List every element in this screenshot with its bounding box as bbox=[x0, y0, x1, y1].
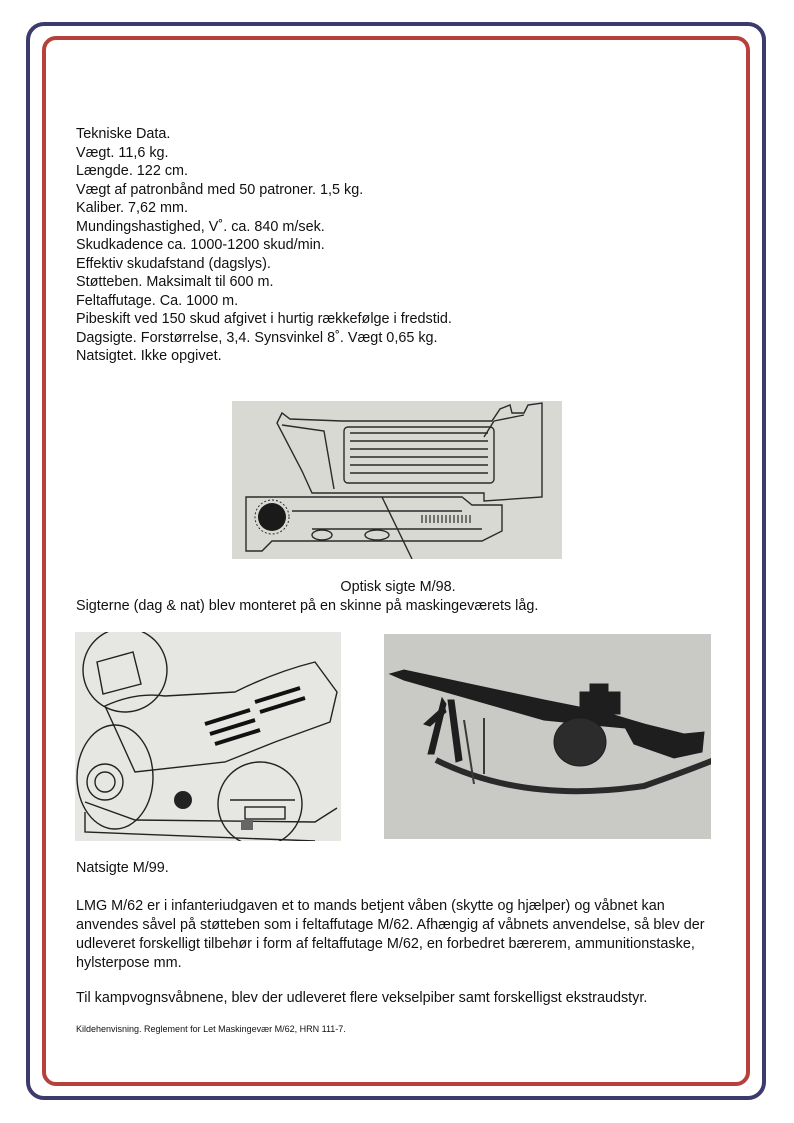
spec-line: Støtteben. Maksimalt til 600 m. bbox=[76, 274, 274, 290]
spec-line: Kaliber. 7,62 mm. bbox=[76, 200, 188, 216]
night-sight-drawing bbox=[75, 632, 341, 841]
technical-data-list bbox=[76, 125, 696, 366]
spec-line: Feltaffutage. Ca. 1000 m. bbox=[76, 292, 239, 309]
figure1-caption-block bbox=[76, 578, 720, 616]
source-reference: Kildehenvisning. Reglement for Let Maskingevær M/62, HRN 111-7. bbox=[76, 1024, 346, 1034]
body-paragraph-1: LMG M/62 er i infanteriudgaven et to mands betjent våben (skytte og hjælper) og våbnet kan anvendes såvel på støtteben som i feltaffutage M/62. Afhængig af våbnets anvendelse, så blev der udleveret forskelligt tilbehør i form af feltaffutage M/62, en forbedret bærerem, ammunitionstaske, hylsterpose mm. bbox=[76, 898, 705, 971]
figure2-caption: Natsigte M/99. bbox=[76, 860, 169, 876]
spec-line: Pibeskift ved 150 skud afgivet i hurtig rækkefølge i fredstid. bbox=[76, 311, 452, 327]
spec-line: Effektiv skudafstand (dagslys). bbox=[76, 255, 271, 272]
machine-gun-photo bbox=[384, 634, 711, 839]
spec-line: Dagsigte. Forstørrelse, 3,4. Synsvinkel 8˚. Vægt 0,65 kg. bbox=[76, 329, 438, 346]
spec-line: Mundingshastighed, V˚. ca. 840 m/sek. bbox=[76, 218, 325, 235]
spec-line: Længde. 122 cm. bbox=[76, 163, 188, 179]
optical-sight-drawing bbox=[232, 401, 562, 559]
body-paragraph-2: Til kampvognsvåbnene, blev der udleveret flere vekselpiber samt forskelligst ekstraudstyr. bbox=[76, 990, 648, 1006]
spec-line: Tekniske Data. bbox=[76, 126, 171, 142]
spec-line: Vægt. 11,6 kg. bbox=[76, 144, 169, 161]
figure1-caption: Optisk sigte M/98. bbox=[340, 579, 456, 595]
spec-line: Skudkadence ca. 1000-1200 skud/min. bbox=[76, 237, 325, 253]
figure1-subtext: Sigterne (dag & nat) blev monteret på en skinne på maskingeværets låg. bbox=[76, 598, 539, 614]
spec-line: Vægt af patronbånd med 50 patroner. 1,5 kg. bbox=[76, 181, 364, 198]
spec-line: Natsigtet. Ikke opgivet. bbox=[76, 348, 222, 364]
